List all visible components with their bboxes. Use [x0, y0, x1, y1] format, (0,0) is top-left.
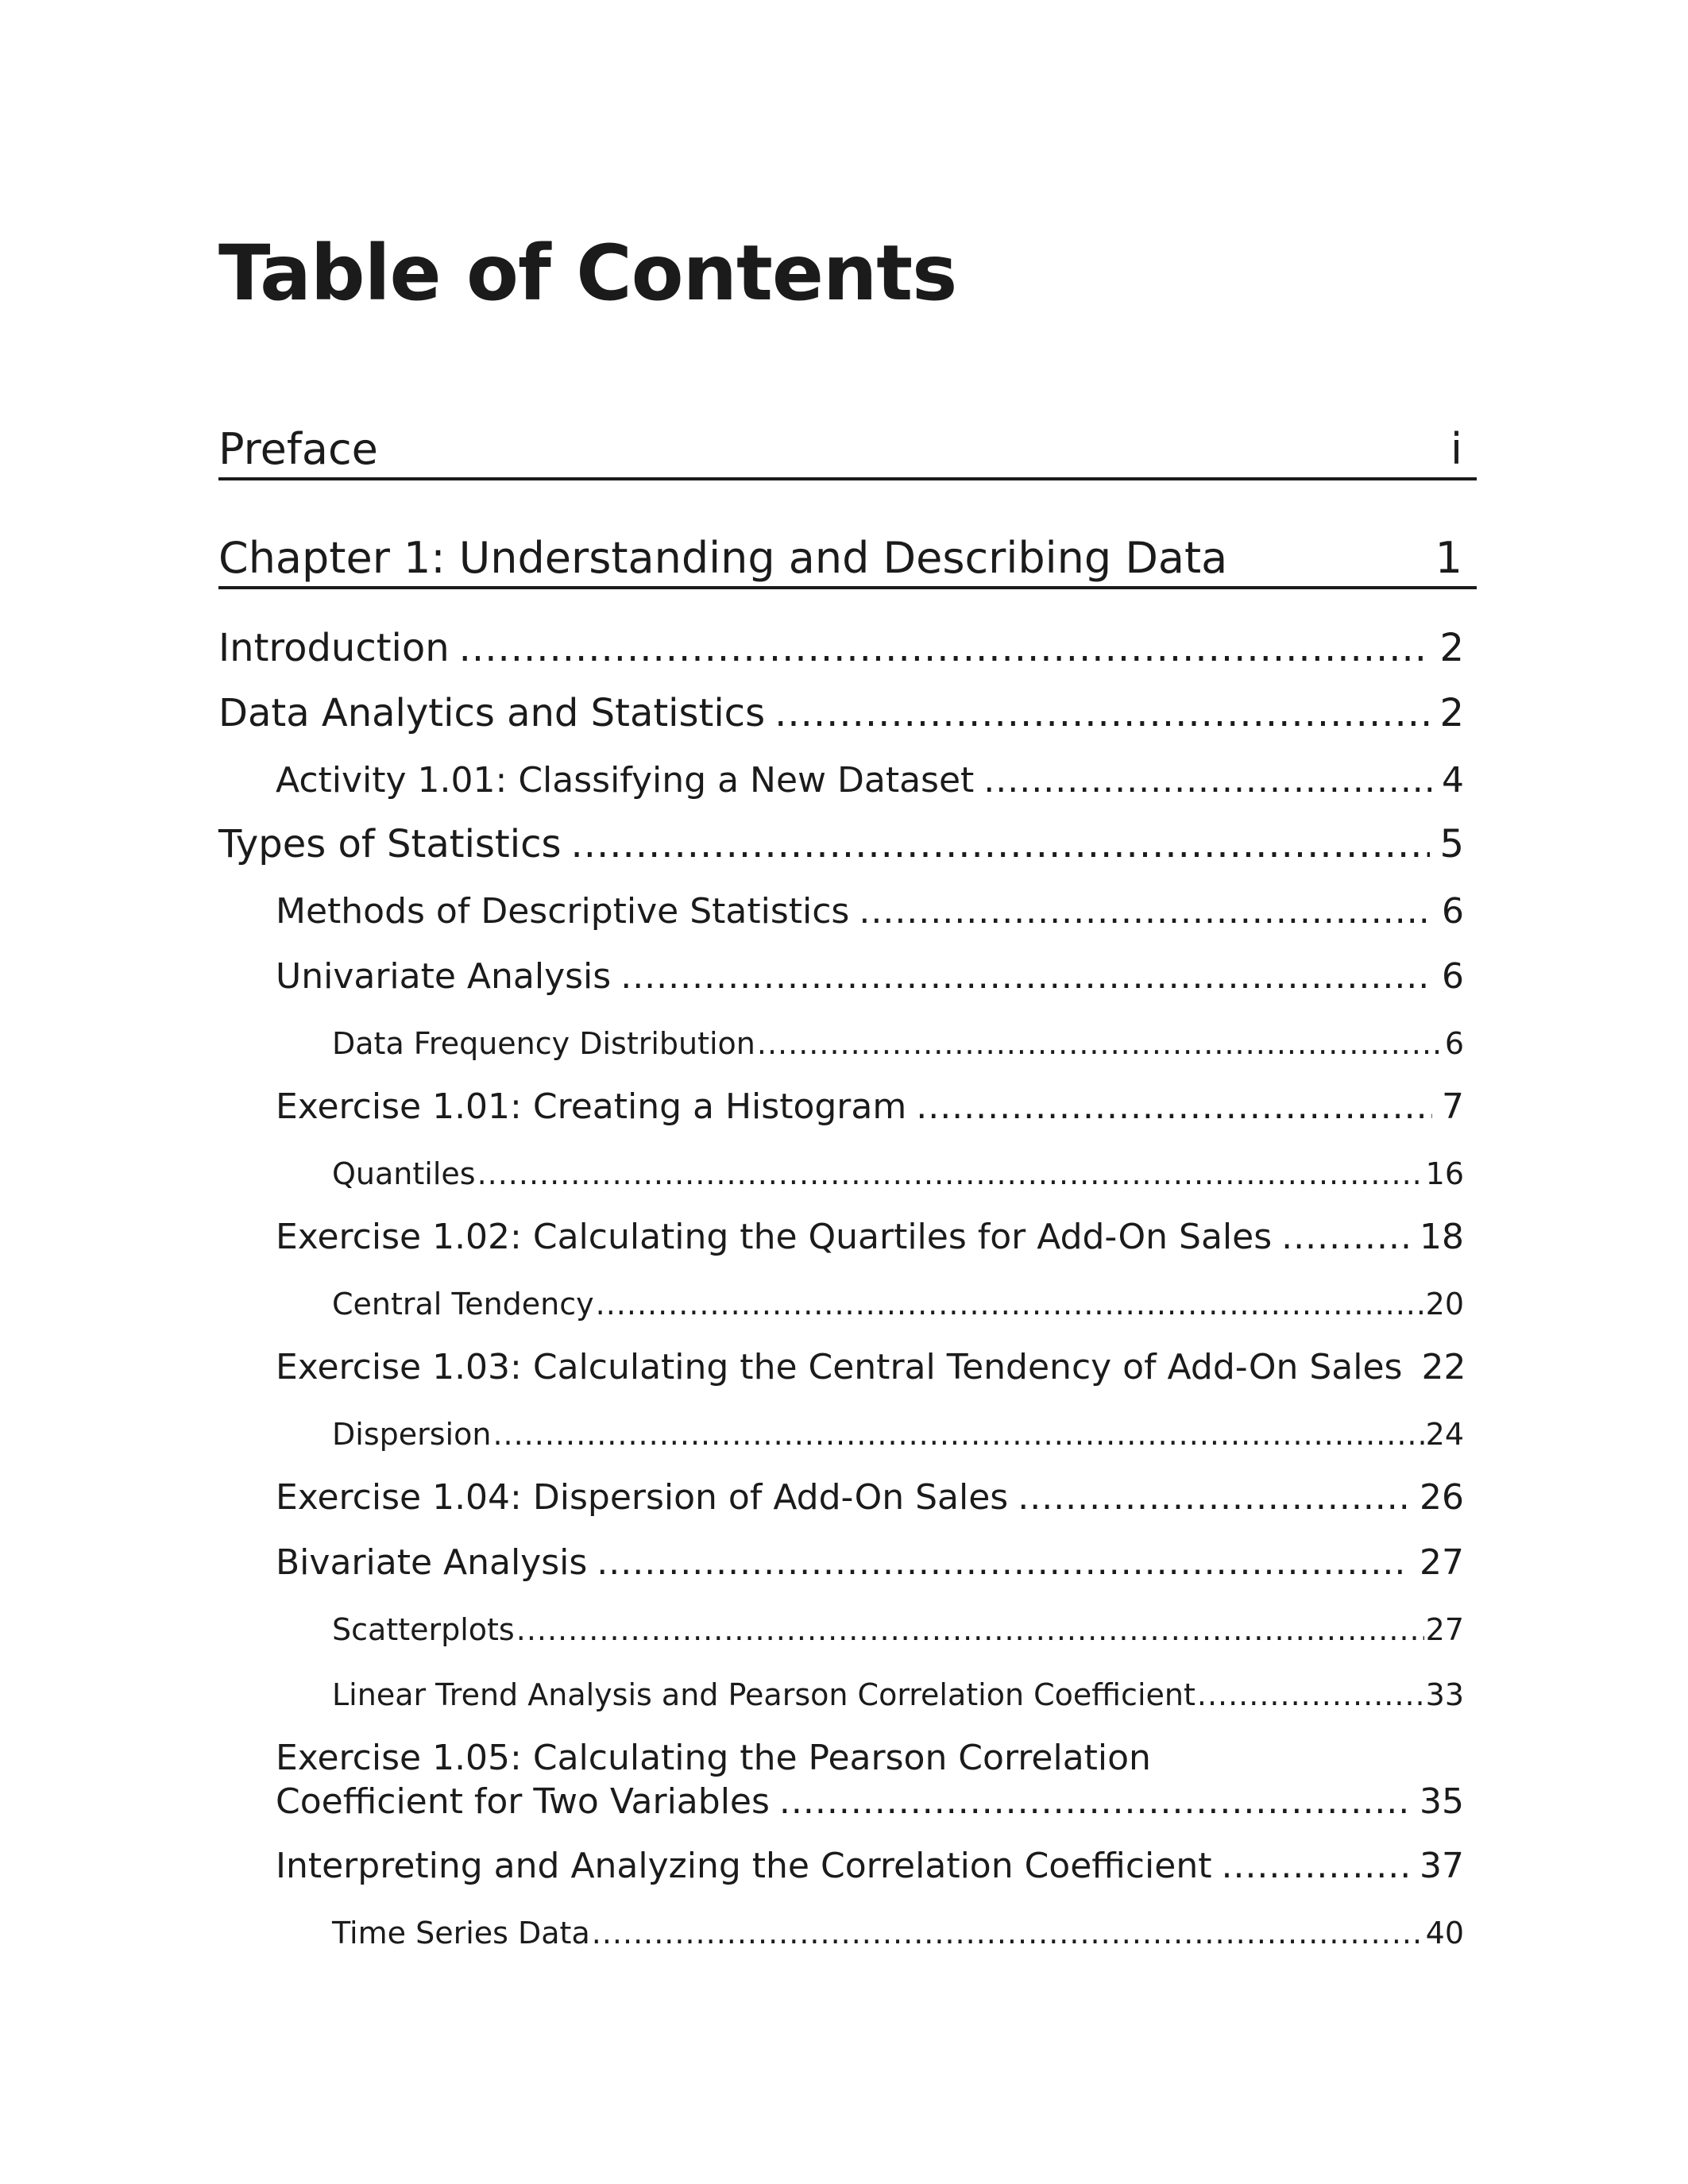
dot-leader — [1197, 1679, 1424, 1712]
toc-entry-page: 4 — [1442, 760, 1464, 801]
preface-page: i — [1450, 424, 1462, 474]
toc-entry-label: Methods of Descriptive Statistics — [276, 891, 850, 932]
dot-leader — [916, 1088, 1432, 1126]
chapter-page: 1 — [1435, 533, 1462, 583]
toc-entry-page: 16 — [1425, 1156, 1464, 1191]
dot-leader — [774, 693, 1430, 735]
toc-entry[interactable] — [332, 1028, 1464, 1061]
toc-entry[interactable] — [332, 1158, 1464, 1191]
toc-entry[interactable] — [276, 1088, 1464, 1126]
toc-entry[interactable] — [276, 762, 1464, 800]
toc-entry[interactable] — [332, 1418, 1464, 1452]
dot-leader — [859, 893, 1432, 931]
toc-entry[interactable] — [276, 1736, 1464, 1823]
chapter-label: Chapter 1: Understanding and Describing Data — [218, 533, 1228, 583]
toc-entry-page: 33 — [1425, 1677, 1464, 1712]
dot-leader — [570, 824, 1430, 866]
toc-entry-page: 7 — [1442, 1086, 1464, 1127]
toc-entry-label: Exercise 1.02: Calculating the Quartiles for Add-On Sales — [276, 1217, 1273, 1257]
dot-leader — [779, 1780, 1410, 1823]
dot-leader — [983, 762, 1432, 800]
dot-leader — [592, 1917, 1424, 1951]
toc-entry-label-line2: Coefficient for Two Variables — [276, 1781, 770, 1822]
toc-entry[interactable] — [332, 1614, 1464, 1647]
page-title: Table of Contents — [218, 229, 957, 318]
dot-leader — [1281, 1218, 1410, 1256]
toc-entry-label: Univariate Analysis — [276, 956, 612, 997]
toc-entry[interactable] — [332, 1288, 1464, 1322]
toc-entry-label: Dispersion — [332, 1417, 492, 1452]
toc-entry-page: 6 — [1442, 891, 1464, 932]
toc-entry[interactable] — [332, 1679, 1464, 1712]
toc-entry[interactable] — [218, 627, 1464, 669]
dot-leader — [596, 1288, 1424, 1322]
toc-entry-label: Data Frequency Distribution — [332, 1026, 755, 1061]
toc-entry-label: Linear Trend Analysis and Pearson Correlation Coefficient — [332, 1677, 1196, 1712]
toc-entry-label: Bivariate Analysis — [276, 1542, 588, 1583]
dot-leader — [597, 1544, 1410, 1582]
toc-entry-label-line1: Exercise 1.05: Calculating the Pearson Correlation — [276, 1738, 1151, 1778]
toc-entry-label: Types of Statistics — [218, 822, 562, 866]
toc-entry[interactable] — [276, 1349, 1464, 1387]
toc-entry[interactable] — [276, 1847, 1464, 1885]
toc-entry-label: Introduction — [218, 626, 450, 670]
toc-preface[interactable] — [218, 426, 1477, 480]
toc-entry[interactable] — [218, 824, 1464, 866]
toc-chapter-1[interactable] — [218, 534, 1477, 589]
toc-entry-page: 5 — [1439, 822, 1464, 866]
toc-entry-label: Exercise 1.01: Creating a Histogram — [276, 1086, 907, 1127]
toc-entry-label: Activity 1.01: Classifying a New Dataset — [276, 760, 975, 801]
dot-leader — [620, 958, 1432, 996]
toc-entry-page: 24 — [1425, 1417, 1464, 1452]
toc-entry-page: 20 — [1425, 1287, 1464, 1322]
toc-entry[interactable] — [276, 1218, 1464, 1256]
dot-leader — [459, 627, 1431, 669]
toc-entry[interactable] — [332, 1917, 1464, 1951]
toc-entry[interactable] — [276, 893, 1464, 931]
toc-entry-page: 27 — [1420, 1542, 1464, 1583]
toc-entry-page: 40 — [1425, 1916, 1464, 1951]
toc-entry-page: 6 — [1444, 1026, 1464, 1061]
toc-entry-page: 22 — [1421, 1347, 1466, 1387]
dot-leader — [1221, 1847, 1410, 1885]
toc-entry-label: Data Analytics and Statistics — [218, 691, 766, 735]
preface-label: Preface — [218, 424, 378, 474]
toc-entry-page: 26 — [1420, 1477, 1464, 1518]
dot-leader — [492, 1418, 1423, 1452]
toc-entry-page: 2 — [1439, 626, 1464, 670]
toc-entry[interactable] — [276, 958, 1464, 996]
dot-leader — [477, 1158, 1424, 1191]
toc-entry-page: 37 — [1420, 1846, 1464, 1886]
toc-entry-page: 2 — [1439, 691, 1464, 735]
toc-entry-label: Quantiles — [332, 1156, 476, 1191]
toc-entry-page: 6 — [1442, 956, 1464, 997]
dot-leader — [1018, 1479, 1410, 1517]
toc-entry-page: 35 — [1420, 1781, 1464, 1822]
toc-entry-label: Exercise 1.03: Calculating the Central Tendency of Add-On Sales — [276, 1347, 1403, 1387]
toc-entry[interactable] — [276, 1479, 1464, 1517]
toc-entry-label: Interpreting and Analyzing the Correlation Coefficient — [276, 1846, 1212, 1886]
toc-entry-page: 18 — [1420, 1217, 1464, 1257]
toc-entry-label: Central Tendency — [332, 1287, 594, 1322]
toc-entry[interactable] — [276, 1544, 1464, 1582]
toc-entry-label: Scatterplots — [332, 1612, 515, 1647]
toc-entry[interactable] — [218, 693, 1464, 735]
dot-leader — [516, 1614, 1424, 1647]
dot-leader — [757, 1028, 1443, 1061]
toc-entry-label: Exercise 1.04: Dispersion of Add-On Sales — [276, 1477, 1009, 1518]
toc-entry-label: Time Series Data — [332, 1916, 590, 1951]
toc-entry-page: 27 — [1425, 1612, 1464, 1647]
